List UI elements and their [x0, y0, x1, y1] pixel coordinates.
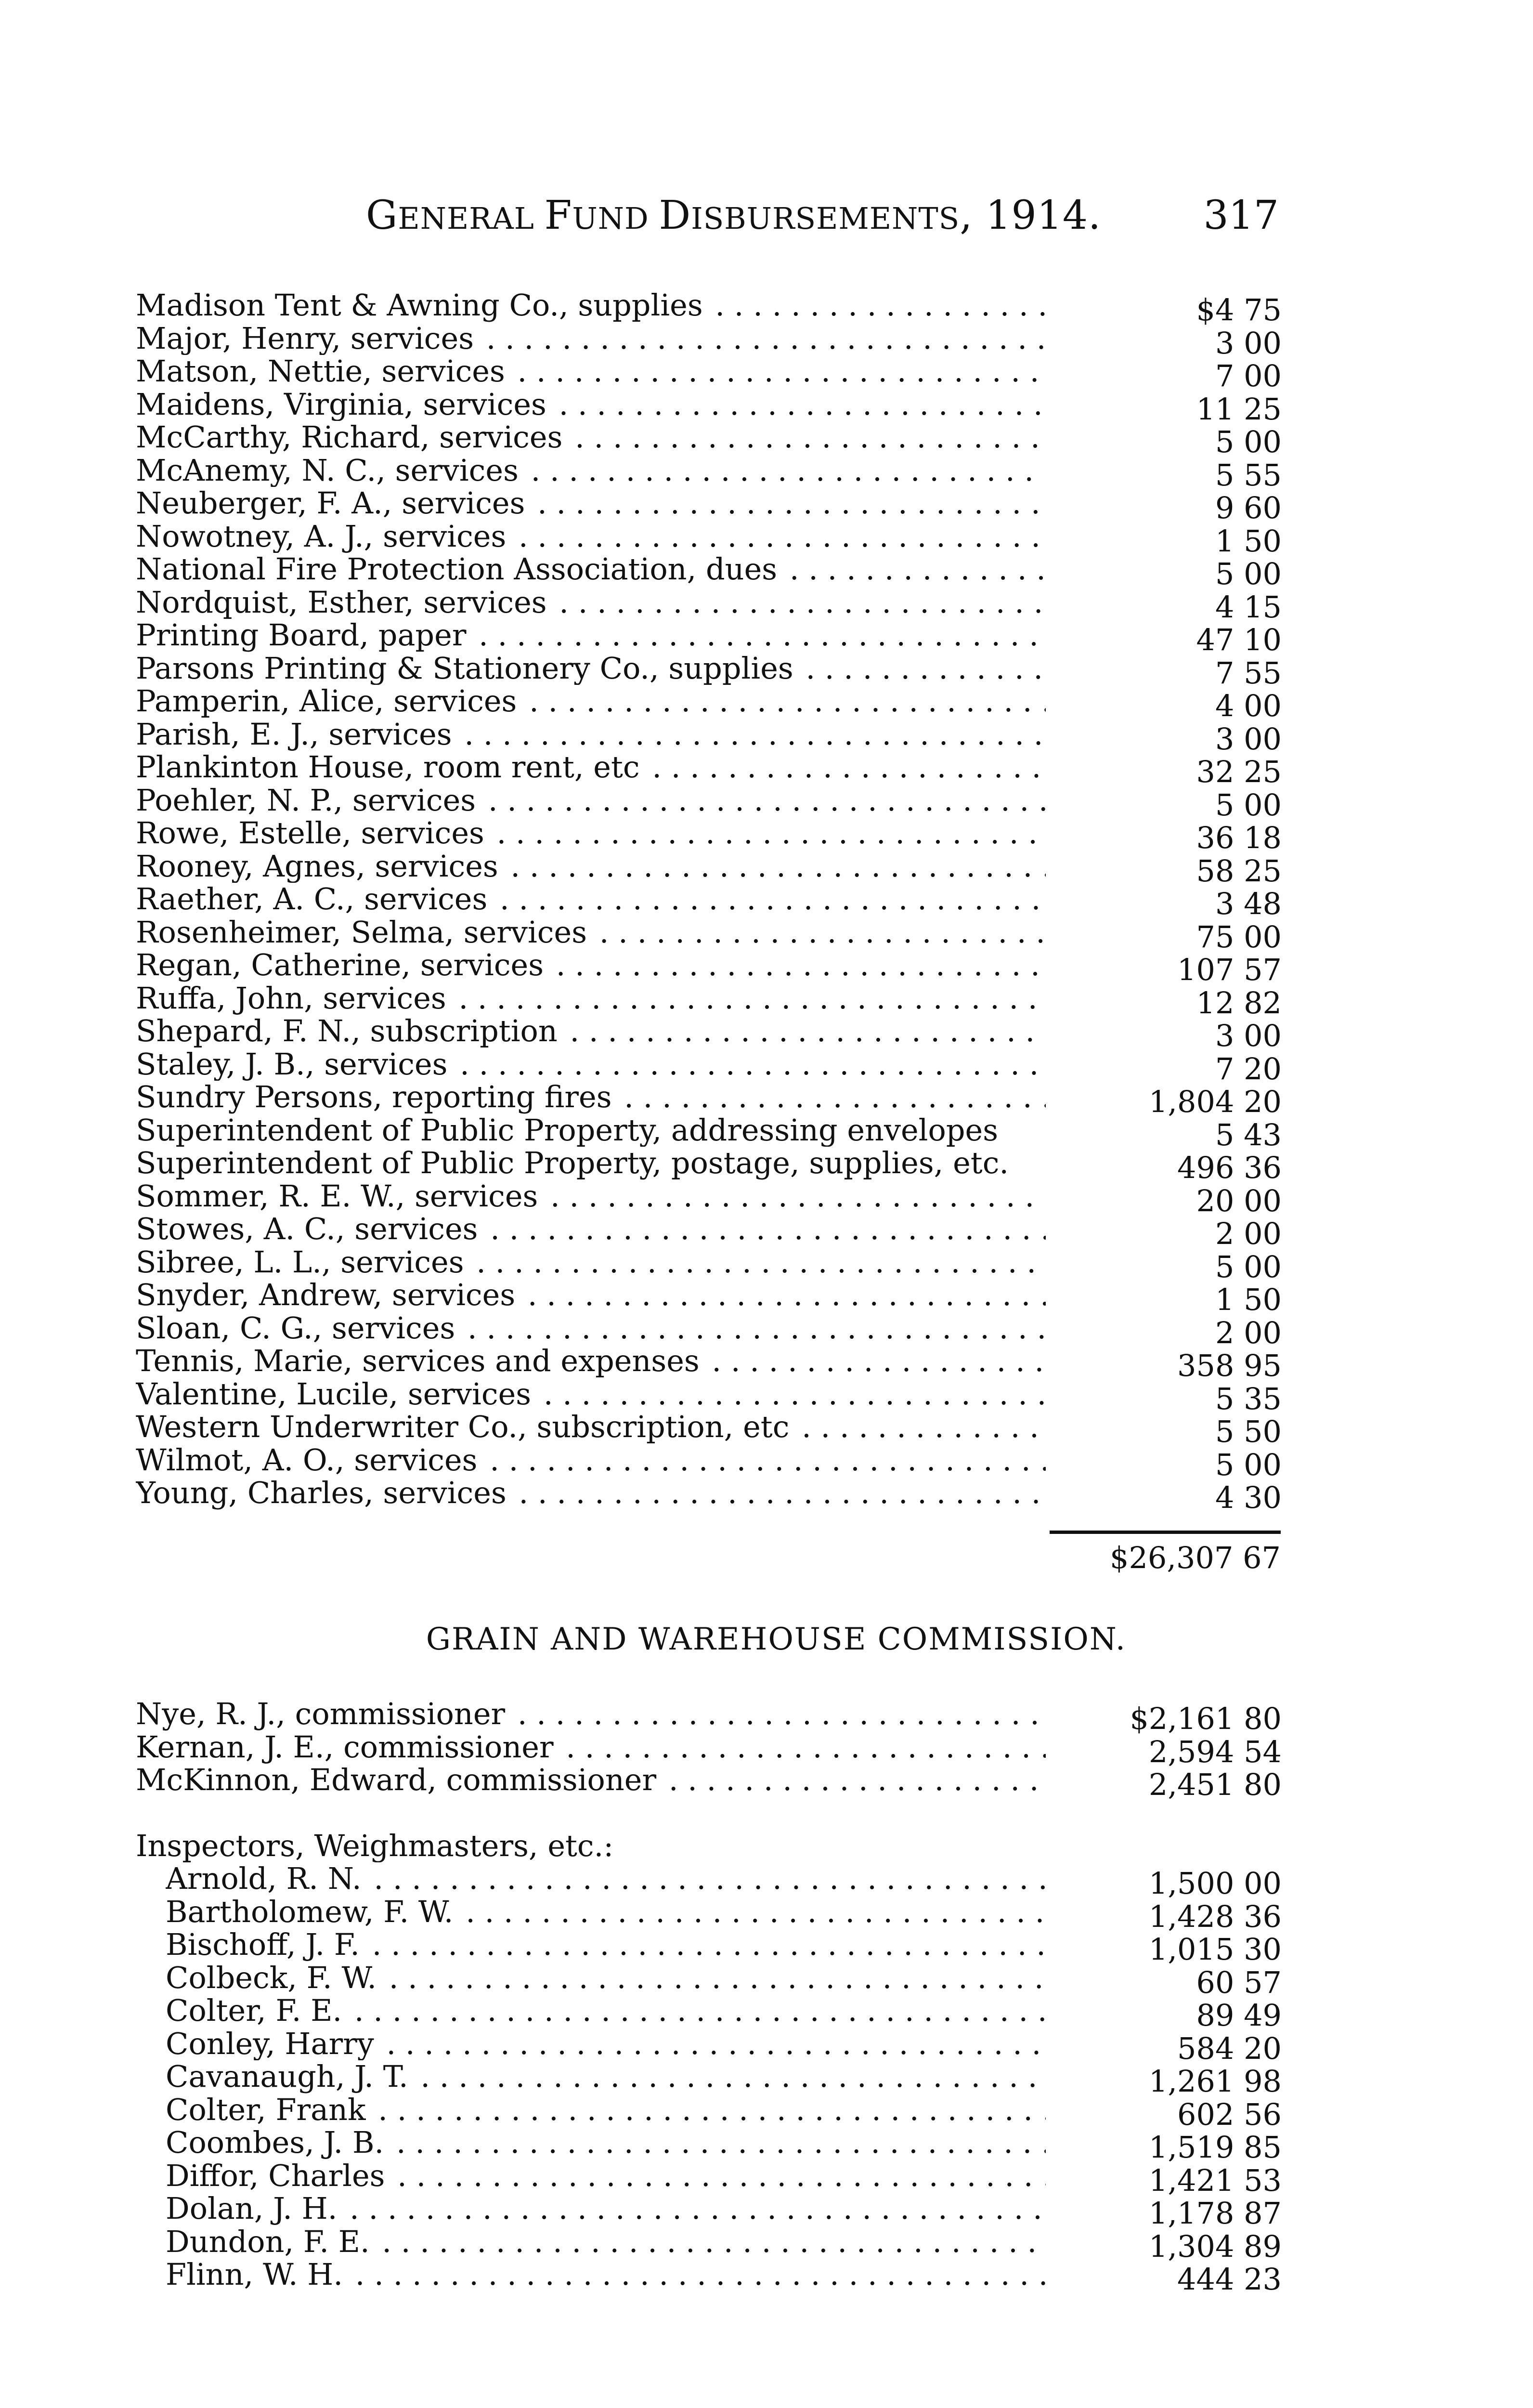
row-label-text: Rowe, Estelle, services: [136, 817, 487, 850]
row-amount: 20 00: [1196, 1183, 1282, 1218]
row-label-text: Parsons Printing & Stationery Co., supplies: [136, 652, 796, 685]
row-amount: 60 57: [1196, 1964, 1282, 2000]
row-label-text: Wilmot, A. O., services: [136, 1444, 481, 1477]
row-amount: 1,428 36: [1148, 1898, 1282, 1934]
row-label-text: Raether, A. C., services: [136, 883, 490, 916]
row-label-text: Young, Charles, services: [136, 1477, 509, 1510]
row-label-text: McCarthy, Richard, services: [136, 421, 565, 454]
table-row: [136, 718, 1282, 757]
row-label-text: Bischoff, J. F.: [166, 1928, 363, 1962]
row-amount: 5 55: [1215, 457, 1282, 493]
row-label: [136, 1698, 1046, 1731]
row-label-text: McAnemy, N. C., services: [136, 454, 521, 487]
row-label: [136, 1477, 1046, 1510]
row-label: [166, 1928, 1046, 1962]
row-label-text: Rosenheimer, Selma, services: [136, 916, 590, 949]
row-label-text: Sibree, L. L., services: [136, 1246, 467, 1279]
table-row: [136, 1764, 1282, 1802]
row-label-text: Shepard, F. N., subscription: [136, 1015, 560, 1048]
row-amount: 1,015 30: [1148, 1932, 1282, 1967]
row-label: [136, 289, 1046, 322]
row-label-text: Superintendent of Public Property, addressing envelopes: [136, 1114, 1001, 1147]
row-amount: 2 00: [1215, 1315, 1282, 1350]
table-row: [136, 1147, 1282, 1185]
row-label: [136, 982, 1046, 1015]
table-row: [136, 883, 1282, 921]
table-row: [136, 1377, 1282, 1416]
table-row: [136, 1862, 1282, 1901]
row-amount: 358 95: [1177, 1348, 1282, 1383]
row-label: [136, 652, 1046, 685]
row-label: [166, 2028, 1046, 2061]
table-row: [136, 421, 1282, 459]
row-label: [136, 619, 1046, 652]
row-label: [136, 1246, 1046, 1279]
row-label: [136, 685, 1046, 718]
row-amount: 4 30: [1215, 1480, 1282, 1515]
row-label: [136, 454, 1046, 487]
row-label-text: Superintendent of Public Property, postage, supplies, etc.: [136, 1147, 1012, 1180]
running-head-small-fund: UND: [572, 201, 659, 236]
row-label-text: Flinn, W. H.: [166, 2258, 346, 2291]
row-label-text: Sundry Persons, reporting fires: [136, 1081, 615, 1114]
row-label: [166, 2225, 1046, 2259]
row-amount: 1,178 87: [1148, 2196, 1282, 2231]
table-row: [136, 1928, 1282, 1967]
row-label-text: Ruffa, John, services: [136, 982, 449, 1015]
row-label-text: Nordquist, Esther, services: [136, 586, 550, 619]
running-head-year: , 1914.: [960, 193, 1102, 238]
row-amount: 5 00: [1215, 1447, 1282, 1482]
row-amount: 5 00: [1215, 787, 1282, 823]
row-amount: 89 49: [1196, 1998, 1282, 2033]
running-head-small-general: ENERAL: [398, 201, 545, 236]
table-row: [136, 2192, 1282, 2231]
table-row: [136, 751, 1282, 789]
table-row: [136, 454, 1282, 493]
row-amount: $4 75: [1196, 292, 1282, 327]
table-row: [136, 1961, 1282, 2000]
total-rule: [1050, 1531, 1281, 1534]
row-amount: 58 25: [1196, 853, 1282, 889]
row-label: [166, 1896, 1046, 1929]
table-row: [136, 1081, 1282, 1119]
table-row: [136, 487, 1282, 525]
row-label-text: Dolan, J. H.: [166, 2192, 340, 2225]
table-row: [136, 1245, 1282, 1284]
table-row: [136, 2060, 1282, 2099]
row-label-text: Matson, Nettie, services: [136, 355, 508, 388]
row-amount: 5 00: [1215, 424, 1282, 459]
table-row: [136, 2027, 1282, 2066]
table-row: [136, 1895, 1282, 1934]
row-amount: 2,594 54: [1148, 1734, 1282, 1769]
row-label: [136, 1147, 1046, 1180]
subheading: [136, 1830, 1282, 1863]
row-amount: 32 25: [1196, 754, 1282, 789]
row-label-text: Plankinton House, room rent, etc: [136, 751, 643, 784]
running-head-small-disbursements: ISBURSEMENTS: [691, 201, 960, 236]
row-label-text: Rooney, Agnes, services: [136, 850, 501, 883]
table-row: [136, 2159, 1282, 2198]
row-label: [136, 1411, 1046, 1444]
row-label: [136, 883, 1046, 916]
row-amount: 7 55: [1215, 655, 1282, 691]
row-amount: 2 00: [1215, 1216, 1282, 1251]
table-row: [136, 1698, 1282, 1736]
row-label-text: Nowotney, A. J., services: [136, 520, 509, 553]
row-label-text: Printing Board, paper: [136, 619, 469, 652]
row-label-text: Arnold, R. N.: [166, 1862, 364, 1896]
row-label-text: Dundon, F. E.: [166, 2225, 373, 2259]
row-label: [166, 2094, 1046, 2127]
table-row: [136, 1311, 1282, 1350]
table-row: [136, 1345, 1282, 1383]
row-amount: 3 48: [1215, 886, 1282, 921]
row-amount: 5 00: [1215, 556, 1282, 591]
row-label: [136, 1764, 1046, 1797]
table-row: [136, 1730, 1282, 1769]
row-label: [166, 1862, 1046, 1896]
row-label-text: Valentine, Lucile, services: [136, 1378, 534, 1411]
row-amount: 1,519 85: [1148, 2130, 1282, 2165]
row-label-text: Pamperin, Alice, services: [136, 685, 520, 718]
row-label: [136, 1015, 1046, 1048]
row-label: [136, 1081, 1046, 1114]
section-title: GRAIN AND WAREHOUSE COMMISSION.: [426, 1622, 1127, 1657]
row-label: [136, 1213, 1046, 1246]
table-row: [136, 1411, 1282, 1449]
row-label-text: Colter, Frank: [166, 2094, 369, 2127]
row-amount: 1,421 53: [1148, 2162, 1282, 2198]
table-row: [136, 1179, 1282, 1218]
row-amount: 584 20: [1177, 2030, 1282, 2066]
row-amount: 5 43: [1215, 1117, 1282, 1152]
row-amount: 9 60: [1215, 490, 1282, 525]
table-row: [136, 586, 1282, 625]
table-row: [136, 850, 1282, 889]
row-amount: 1,261 98: [1148, 2064, 1282, 2099]
row-amount: 4 15: [1215, 589, 1282, 625]
table-row: [136, 685, 1282, 723]
row-amount: 1 50: [1215, 523, 1282, 559]
row-label-text: Neuberger, F. A., services: [136, 487, 528, 520]
row-label: [136, 487, 1046, 520]
row-label: [166, 2192, 1046, 2225]
row-amount: 1 50: [1215, 1282, 1282, 1317]
spacer: [136, 1797, 1282, 1830]
row-label: [136, 1180, 1046, 1213]
running-head-cap-f: F: [544, 193, 572, 238]
row-label-text: Staley, J. B., services: [136, 1048, 450, 1081]
row-amount: 496 36: [1177, 1150, 1282, 1185]
table-row: [136, 1213, 1282, 1251]
row-label: [136, 1312, 1046, 1345]
row-label: [166, 2126, 1046, 2159]
row-label-text: Bartholomew, F. W.: [166, 1896, 456, 1929]
row-label: [136, 553, 1046, 586]
row-amount: 3 00: [1215, 721, 1282, 757]
row-label-text: Conley, Harry: [166, 2028, 377, 2061]
row-label-text: National Fire Protection Association, dues: [136, 553, 780, 586]
grain-commission-list: [136, 1698, 1282, 2297]
table-row: [136, 1477, 1282, 1515]
row-label-text: Parish, E. J., services: [136, 718, 455, 751]
page-number: 317: [1203, 193, 1279, 238]
table-row: [136, 1015, 1282, 1053]
row-amount: 1,304 89: [1148, 2228, 1282, 2264]
row-label-text: Western Underwriter Co., subscription, etc: [136, 1411, 792, 1444]
row-label-text: Nye, R. J., commissioner: [136, 1698, 508, 1731]
row-label-text: Maidens, Virginia, services: [136, 388, 549, 421]
row-label-text: Regan, Catherine, services: [136, 949, 546, 982]
row-amount: 5 50: [1215, 1414, 1282, 1449]
row-amount: 2,451 80: [1148, 1767, 1282, 1802]
row-label: [166, 2258, 1046, 2291]
row-label: [136, 817, 1046, 850]
row-label: [136, 388, 1046, 421]
table-row: [136, 1113, 1282, 1152]
row-label: [136, 751, 1046, 784]
table-row: [136, 1443, 1282, 1482]
row-amount: 3 00: [1215, 325, 1282, 361]
row-label-text: Cavanaugh, J. T.: [166, 2060, 411, 2094]
table-row: [136, 2093, 1282, 2132]
row-amount: 75 00: [1196, 919, 1282, 955]
table-row: [136, 817, 1282, 855]
table-row: [136, 289, 1282, 327]
row-label-text: Sloan, C. G., services: [136, 1312, 458, 1345]
row-amount: 7 00: [1215, 358, 1282, 393]
row-label-text: Poehler, N. P., services: [136, 784, 479, 817]
table-row: [136, 355, 1282, 393]
table-row: [136, 1047, 1282, 1086]
row-label-text: Major, Henry, services: [136, 322, 477, 355]
row-label-text: Colbeck, F. W.: [166, 1962, 379, 1995]
row-amount: 1,500 00: [1148, 1866, 1282, 1901]
row-amount: 36 18: [1196, 820, 1282, 855]
table-row: [136, 916, 1282, 955]
row-label: [136, 949, 1046, 982]
row-label-text: Kernan, J. E., commissioner: [136, 1731, 557, 1764]
table-row: [136, 652, 1282, 691]
row-label: [136, 850, 1046, 883]
row-label: [136, 1048, 1046, 1081]
row-amount: 107 57: [1177, 952, 1282, 987]
row-amount: 47 10: [1196, 622, 1282, 657]
row-label: [136, 586, 1046, 619]
running-head-cap-d: D: [659, 193, 691, 238]
row-label: [166, 2159, 1046, 2193]
disbursement-list: [136, 289, 1282, 1515]
row-label-text: Sommer, R. E. W., services: [136, 1180, 541, 1213]
table-row: [136, 784, 1282, 823]
row-amount: 602 56: [1177, 2096, 1282, 2132]
row-label: [136, 1731, 1046, 1764]
row-label-text: McKinnon, Edward, commissioner: [136, 1764, 659, 1797]
row-label-text: Madison Tent & Awning Co., supplies: [136, 289, 706, 322]
row-label: [166, 1994, 1046, 2028]
row-amount: 1,804 20: [1148, 1084, 1282, 1119]
row-label-text: Tennis, Marie, services and expenses: [136, 1345, 702, 1378]
table-row: [136, 388, 1282, 427]
row-label-text: Diffor, Charles: [166, 2159, 388, 2193]
table-row: [136, 949, 1282, 987]
row-label-text: Coombes, J. B.: [166, 2126, 387, 2159]
row-amount: 3 00: [1215, 1018, 1282, 1053]
table-row: [136, 619, 1282, 657]
row-label: [136, 1345, 1046, 1378]
row-amount: 7 20: [1215, 1051, 1282, 1086]
row-label: [136, 784, 1046, 817]
row-label: [136, 322, 1046, 355]
row-label: [136, 421, 1046, 454]
row-label-text: Colter, F. E.: [166, 1994, 345, 2028]
subheading-text: Inspectors, Weighmasters, etc.:: [136, 1829, 614, 1862]
row-label: [166, 2060, 1046, 2094]
row-amount: 12 82: [1196, 985, 1282, 1021]
row-label: [166, 1962, 1046, 1995]
table-row: [136, 1994, 1282, 2033]
row-label: [136, 355, 1046, 388]
table-row: [136, 1279, 1282, 1317]
table-row: [136, 2258, 1282, 2297]
row-label: [136, 718, 1046, 751]
row-label: [136, 520, 1046, 553]
row-amount: $2,161 80: [1130, 1701, 1282, 1736]
row-label: [136, 916, 1046, 949]
running-head-cap-g: G: [366, 193, 398, 238]
table-row: [136, 322, 1282, 361]
row-label-text: Snyder, Andrew, services: [136, 1279, 518, 1312]
row-label-text: Stowes, A. C., services: [136, 1213, 481, 1246]
row-amount: 4 00: [1215, 688, 1282, 723]
table-row: [136, 982, 1282, 1021]
row-amount: 11 25: [1196, 391, 1282, 427]
row-amount: 5 00: [1215, 1249, 1282, 1284]
table-row: [136, 2225, 1282, 2264]
row-label: [136, 1279, 1046, 1312]
table-row: [136, 553, 1282, 591]
row-label: [136, 1444, 1046, 1477]
table-row: [136, 520, 1282, 559]
row-amount: 5 35: [1215, 1381, 1282, 1416]
row-label: [136, 1378, 1046, 1411]
table-row: [136, 2126, 1282, 2165]
running-head: [366, 192, 1101, 243]
row-amount: 444 23: [1177, 2262, 1282, 2297]
row-label: [136, 1114, 1046, 1147]
group-total: $26,307 67: [1110, 1540, 1281, 1575]
